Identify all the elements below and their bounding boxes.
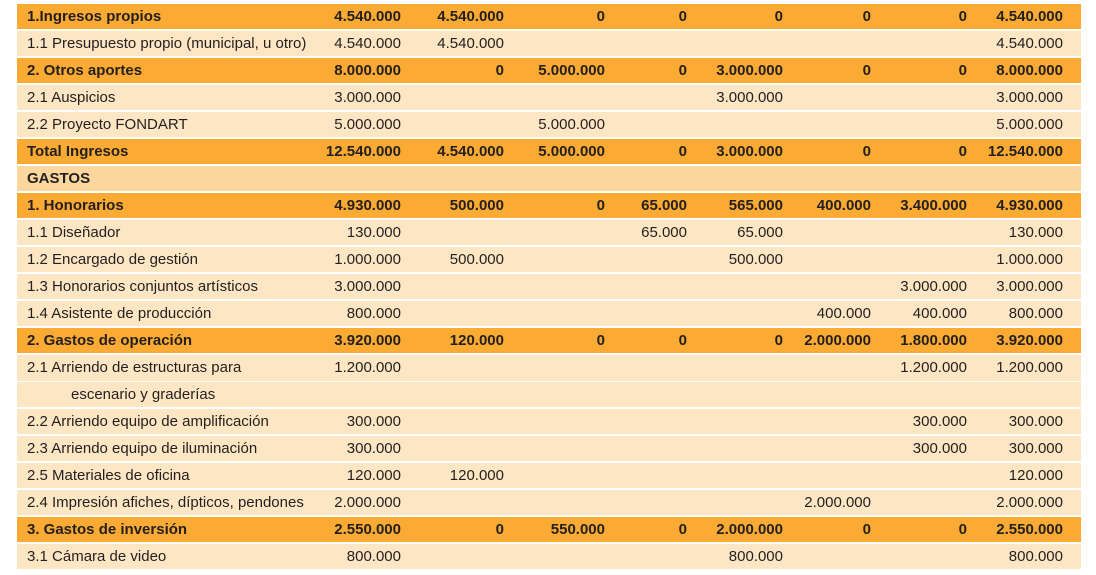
table-row <box>17 436 1081 462</box>
amount-cell: 800.000 <box>728 548 783 565</box>
amount-cell <box>687 274 783 300</box>
amount-cell: 120.000 <box>449 332 504 349</box>
amount-cell: 800.000 <box>346 305 401 322</box>
amount-cell <box>687 355 783 381</box>
table-row-total <box>17 193 1081 219</box>
amount-cell: 2.000.000 <box>334 494 401 511</box>
amount-cell <box>504 436 605 462</box>
amount-cell <box>401 382 504 408</box>
row-label: 1.3 Honorarios conjuntos artísticos <box>27 278 258 295</box>
amount-cell: 0 <box>958 8 967 25</box>
amount-cell <box>605 382 687 408</box>
row-label: 2.2 Arriendo equipo de amplificación <box>27 413 269 430</box>
amount-cell <box>783 247 871 273</box>
amount-cell <box>504 247 605 273</box>
table-row-total <box>17 58 1081 84</box>
table-row-total <box>17 328 1081 354</box>
row-label: 1.2 Encargado de gestión <box>27 251 198 268</box>
amount-cell: 65.000 <box>641 224 687 241</box>
amount-cell <box>504 31 605 57</box>
amount-cell: 0 <box>958 62 967 79</box>
amount-cell <box>504 220 605 246</box>
row-label: escenario y graderías <box>71 386 216 403</box>
row-label: 2.1 Arriendo de estructuras para <box>27 359 242 376</box>
amount-cell <box>401 355 504 381</box>
amount-cell <box>871 490 967 516</box>
amount-cell: 65.000 <box>641 197 687 214</box>
amount-cell <box>605 436 687 462</box>
amount-cell: 1.800.000 <box>900 332 967 349</box>
amount-cell <box>871 166 967 192</box>
amount-cell <box>401 274 504 300</box>
amount-cell: 3.000.000 <box>996 278 1063 295</box>
amount-cell: 1.200.000 <box>996 359 1063 376</box>
amount-cell: 0 <box>678 332 687 349</box>
amount-cell: 4.540.000 <box>334 35 401 52</box>
amount-cell <box>783 274 871 300</box>
amount-cell <box>605 544 687 570</box>
table-row <box>17 112 1081 138</box>
amount-cell: 300.000 <box>346 440 401 457</box>
amount-cell: 400.000 <box>816 305 871 322</box>
amount-cell: 5.000.000 <box>538 62 605 79</box>
table-row <box>17 85 1081 111</box>
amount-cell: 400.000 <box>912 305 967 322</box>
amount-cell <box>605 274 687 300</box>
amount-cell: 0 <box>862 143 871 160</box>
amount-cell: 4.540.000 <box>437 8 504 25</box>
amount-cell: 0 <box>862 8 871 25</box>
amount-cell: 3.400.000 <box>900 197 967 214</box>
amount-cell: 3.920.000 <box>996 332 1063 349</box>
row-label: 2.2 Proyecto FONDART <box>27 116 188 133</box>
amount-cell: 550.000 <box>550 521 605 538</box>
row-label: 2. Otros aportes <box>27 62 143 79</box>
table-row <box>17 301 1081 327</box>
amount-cell: 8.000.000 <box>996 62 1063 79</box>
amount-cell <box>871 31 967 57</box>
amount-cell: 400.000 <box>816 197 871 214</box>
amount-cell <box>401 166 504 192</box>
row-label: 1.Ingresos propios <box>27 8 162 25</box>
amount-cell: 1.200.000 <box>900 359 967 376</box>
amount-cell <box>783 31 871 57</box>
amount-cell: 300.000 <box>1008 413 1063 430</box>
amount-cell: 300.000 <box>912 440 967 457</box>
amount-cell: 0 <box>678 62 687 79</box>
amount-cell: 4.540.000 <box>437 35 504 52</box>
amount-cell <box>967 166 1063 192</box>
amount-cell <box>783 544 871 570</box>
row-label: 1.1 Diseñador <box>27 224 121 241</box>
row-label: 1.1 Presupuesto propio (municipal, u otro) <box>27 35 307 52</box>
amount-cell: 3.000.000 <box>334 278 401 295</box>
amount-cell: 800.000 <box>346 548 401 565</box>
amount-cell <box>297 166 401 192</box>
amount-cell: 5.000.000 <box>538 116 605 133</box>
amount-cell: 0 <box>958 521 967 538</box>
amount-cell: 2.000.000 <box>996 494 1063 511</box>
amount-cell: 4.930.000 <box>334 197 401 214</box>
row-label: 2.5 Materiales de oficina <box>27 467 190 484</box>
amount-cell <box>871 544 967 570</box>
amount-cell <box>687 382 783 408</box>
amount-cell: 2.550.000 <box>996 521 1063 538</box>
amount-cell <box>401 301 504 327</box>
amount-cell <box>871 247 967 273</box>
amount-cell <box>687 166 783 192</box>
amount-cell: 3.000.000 <box>900 278 967 295</box>
amount-cell: 4.930.000 <box>996 197 1063 214</box>
table-row <box>17 355 1081 381</box>
amount-cell: 0 <box>495 521 504 538</box>
amount-cell: 5.000.000 <box>334 116 401 133</box>
row-label: 1. Honorarios <box>27 197 124 214</box>
amount-cell: 0 <box>774 8 783 25</box>
amount-cell <box>871 112 967 138</box>
amount-cell: 0 <box>678 8 687 25</box>
table-row <box>17 409 1081 435</box>
amount-cell: 0 <box>596 197 605 214</box>
amount-cell: 120.000 <box>346 467 401 484</box>
amount-cell: 5.000.000 <box>996 116 1063 133</box>
amount-cell <box>783 112 871 138</box>
amount-cell <box>504 301 605 327</box>
amount-cell: 0 <box>774 332 783 349</box>
amount-cell: 3.920.000 <box>334 332 401 349</box>
table-row-total <box>17 139 1081 165</box>
row-label: 2.3 Arriendo equipo de iluminación <box>27 440 258 457</box>
table-row <box>17 463 1081 489</box>
amount-cell <box>783 409 871 435</box>
amount-cell <box>783 436 871 462</box>
amount-cell <box>967 382 1063 408</box>
amount-cell <box>504 355 605 381</box>
amount-cell <box>605 355 687 381</box>
amount-cell: 8.000.000 <box>334 62 401 79</box>
amount-cell <box>783 463 871 489</box>
table-row-section <box>17 166 1081 192</box>
amount-cell: 565.000 <box>728 197 783 214</box>
amount-cell: 0 <box>862 62 871 79</box>
amount-cell: 0 <box>862 521 871 538</box>
amount-cell <box>504 463 605 489</box>
amount-cell: 300.000 <box>1008 440 1063 457</box>
table-row <box>17 544 1081 570</box>
amount-cell <box>871 463 967 489</box>
amount-cell: 2.550.000 <box>334 521 401 538</box>
amount-cell: 4.540.000 <box>996 35 1063 52</box>
amount-cell: 4.540.000 <box>437 143 504 160</box>
amount-cell: 4.540.000 <box>996 8 1063 25</box>
amount-cell <box>605 301 687 327</box>
table-row-total <box>17 517 1081 543</box>
amount-cell <box>401 409 504 435</box>
amount-cell: 4.540.000 <box>334 8 401 25</box>
amount-cell: 5.000.000 <box>538 143 605 160</box>
table-row <box>17 490 1081 516</box>
amount-cell <box>605 166 687 192</box>
amount-cell <box>783 220 871 246</box>
amount-cell <box>871 382 967 408</box>
amount-cell: 1.000.000 <box>334 251 401 268</box>
amount-cell: 2.000.000 <box>716 521 783 538</box>
amount-cell <box>605 463 687 489</box>
table-row-total <box>17 4 1081 30</box>
amount-cell <box>871 220 967 246</box>
amount-cell <box>687 112 783 138</box>
amount-cell: 2.000.000 <box>804 332 871 349</box>
table-row <box>17 31 1081 57</box>
table-row <box>17 274 1081 300</box>
amount-cell: 0 <box>596 332 605 349</box>
amount-cell: 130.000 <box>1008 224 1063 241</box>
amount-cell <box>605 31 687 57</box>
amount-cell <box>687 436 783 462</box>
amount-cell <box>401 220 504 246</box>
amount-cell <box>401 544 504 570</box>
amount-cell: 3.000.000 <box>716 62 783 79</box>
row-label: 2.4 Impresión afiches, dípticos, pendones <box>27 494 304 511</box>
table-row <box>17 247 1081 273</box>
amount-cell: 0 <box>958 143 967 160</box>
amount-cell: 130.000 <box>346 224 401 241</box>
table-row <box>17 382 1081 408</box>
amount-cell <box>504 274 605 300</box>
amount-cell: 3.000.000 <box>716 89 783 106</box>
amount-cell <box>504 409 605 435</box>
row-label: 1.4 Asistente de producción <box>27 305 212 322</box>
row-label: 3. Gastos de inversión <box>27 521 188 538</box>
amount-cell <box>297 382 401 408</box>
amount-cell <box>504 85 605 111</box>
amount-cell: 1.200.000 <box>334 359 401 376</box>
amount-cell <box>605 490 687 516</box>
amount-cell: 500.000 <box>728 251 783 268</box>
amount-cell <box>783 382 871 408</box>
amount-cell: 1.000.000 <box>996 251 1063 268</box>
amount-cell <box>504 544 605 570</box>
amount-cell <box>687 490 783 516</box>
amount-cell <box>401 112 504 138</box>
amount-cell <box>783 166 871 192</box>
amount-cell <box>401 85 504 111</box>
amount-cell <box>871 85 967 111</box>
amount-cell <box>687 31 783 57</box>
amount-cell <box>605 85 687 111</box>
row-label: 3.1 Cámara de video <box>27 548 167 565</box>
amount-cell <box>401 490 504 516</box>
amount-cell <box>687 301 783 327</box>
amount-cell <box>605 247 687 273</box>
amount-cell: 3.000.000 <box>996 89 1063 106</box>
amount-cell: 12.540.000 <box>325 143 401 160</box>
amount-cell: 800.000 <box>1008 548 1063 565</box>
amount-cell: 500.000 <box>449 251 504 268</box>
row-label: GASTOS <box>27 170 91 187</box>
amount-cell: 500.000 <box>449 197 504 214</box>
row-label: 2. Gastos de operación <box>27 332 193 349</box>
amount-cell: 0 <box>495 62 504 79</box>
row-label: Total Ingresos <box>27 143 129 160</box>
amount-cell: 0 <box>678 143 687 160</box>
amount-cell <box>783 85 871 111</box>
row-label: 2.1 Auspicios <box>27 89 116 106</box>
amount-cell: 3.000.000 <box>716 143 783 160</box>
amount-cell: 0 <box>678 521 687 538</box>
amount-cell <box>687 409 783 435</box>
amount-cell <box>605 112 687 138</box>
amount-cell: 65.000 <box>737 224 783 241</box>
amount-cell <box>504 166 605 192</box>
amount-cell: 120.000 <box>449 467 504 484</box>
amount-cell: 120.000 <box>1008 467 1063 484</box>
amount-cell: 12.540.000 <box>987 143 1063 160</box>
amount-cell: 300.000 <box>346 413 401 430</box>
amount-cell <box>687 463 783 489</box>
amount-cell <box>783 355 871 381</box>
amount-cell: 2.000.000 <box>804 494 871 511</box>
amount-cell: 0 <box>596 8 605 25</box>
table-row <box>17 220 1081 246</box>
amount-cell <box>401 436 504 462</box>
amount-cell <box>504 490 605 516</box>
amount-cell: 300.000 <box>912 413 967 430</box>
amount-cell: 800.000 <box>1008 305 1063 322</box>
amount-cell <box>504 382 605 408</box>
amount-cell: 3.000.000 <box>334 89 401 106</box>
amount-cell <box>605 409 687 435</box>
